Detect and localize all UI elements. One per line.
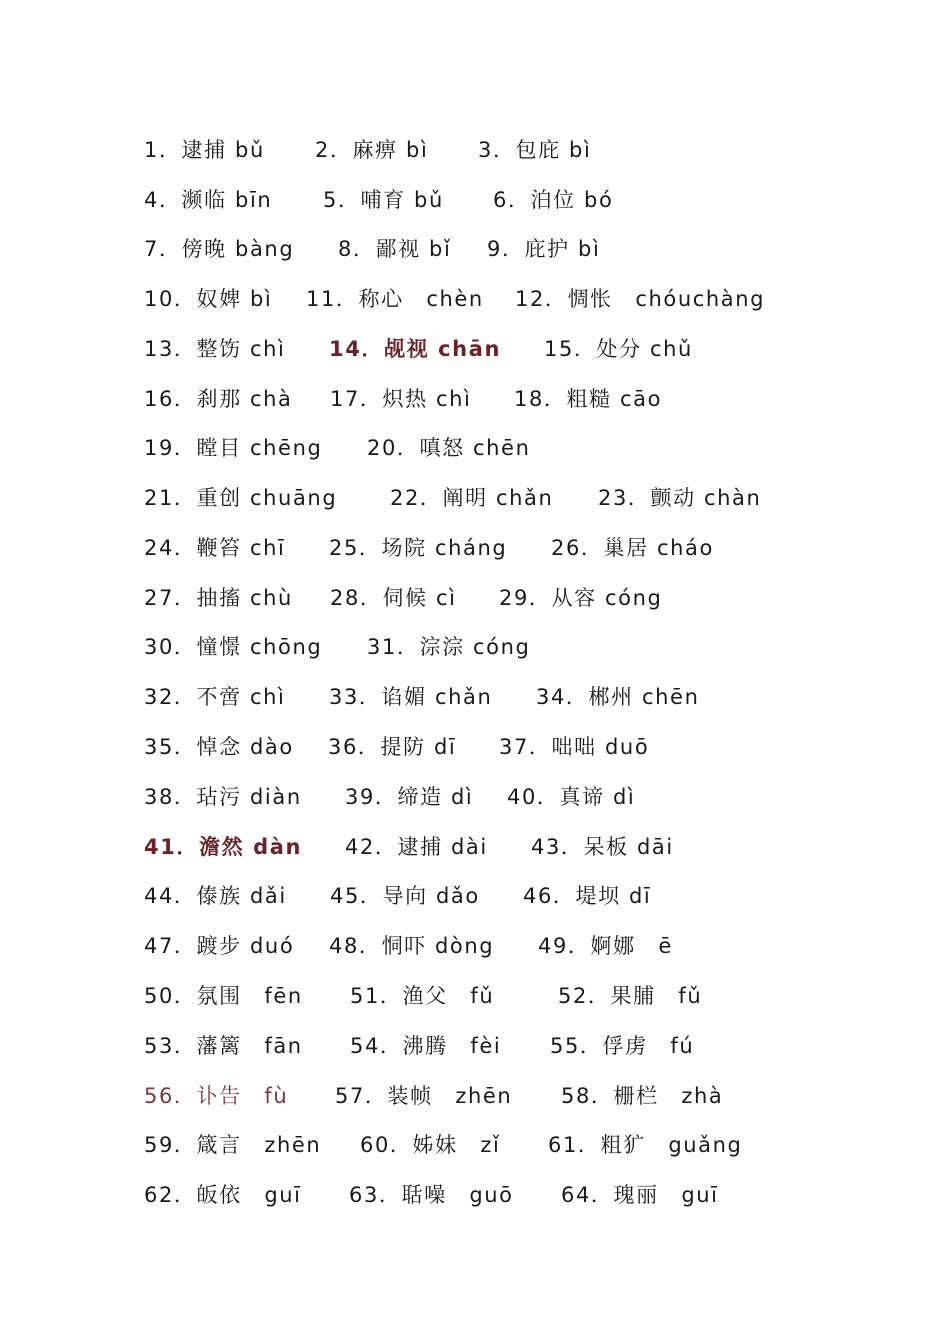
vocab-item: 20．嗔怒 chēn [367, 436, 531, 460]
vocab-item: 17．炽热 chì [330, 387, 472, 411]
vocab-item: 7．傍晚 bàng [144, 237, 295, 261]
vocab-item: 23．颤动 chàn [598, 486, 762, 510]
vocab-item: 61．粗犷 guǎng [548, 1133, 743, 1157]
vocab-item: 24．鞭笞 chī [144, 536, 286, 560]
text-line-6 [0, 382, 950, 416]
vocab-item: 11．称心 chèn [306, 287, 484, 311]
text-line-13 [0, 730, 950, 764]
vocab-item: 55．俘虏 fú [550, 1034, 695, 1058]
vocab-item: 18．粗糙 cāo [514, 387, 663, 411]
text-line-8 [0, 481, 950, 515]
vocab-item: 40．真谛 dì [507, 785, 636, 809]
vocab-item: 22．阐明 chǎn [390, 486, 554, 510]
vocab-item: 2．麻痹 bì [315, 138, 429, 162]
text-line-11 [0, 630, 950, 664]
vocab-item: 58．栅栏 zhà [561, 1084, 724, 1108]
vocab-item: 49．婀娜 ē [538, 934, 673, 958]
text-line-18 [0, 979, 950, 1013]
vocab-item: 21．重创 chuāng [144, 486, 338, 510]
vocab-item: 43．呆板 dāi [531, 835, 674, 859]
vocab-item: 3．包庇 bì [478, 138, 592, 162]
text-line-14 [0, 780, 950, 814]
text-line-1 [0, 133, 950, 167]
vocab-item: 57．装帧 zhēn [335, 1084, 513, 1108]
vocab-item: 16．刹那 chà [144, 387, 293, 411]
vocab-item: 26．巢居 cháo [551, 536, 714, 560]
vocab-item: 4．濒临 bīn [144, 188, 273, 212]
vocab-item: 50．氛围 fēn [144, 984, 303, 1008]
vocab-item: 51．渔父 fǔ [350, 984, 495, 1008]
text-line-20 [0, 1079, 950, 1113]
text-line-2 [0, 183, 950, 217]
vocab-item: 6．泊位 bó [493, 188, 614, 212]
vocab-item: 37．咄咄 duō [499, 735, 650, 759]
text-line-12 [0, 680, 950, 714]
vocab-item: 10．奴婢 bì [144, 287, 273, 311]
vocab-item: 30．憧憬 chōng [144, 635, 323, 659]
text-line-21 [0, 1128, 950, 1162]
vocab-item: 31．淙淙 cóng [367, 635, 531, 659]
text-line-16 [0, 879, 950, 913]
vocab-item: 42．逮捕 dài [345, 835, 488, 859]
text-line-19 [0, 1029, 950, 1063]
vocab-item: 47．踱步 duó [144, 934, 295, 958]
vocab-item: 12．惆怅 chóuchàng [515, 287, 766, 311]
vocab-item: 25．场院 cháng [329, 536, 508, 560]
text-line-5 [0, 332, 950, 366]
vocab-item: 54．沸腾 fèi [350, 1034, 502, 1058]
vocab-item: 62．皈依 guī [144, 1183, 302, 1207]
vocab-item: 5．哺育 bǔ [323, 188, 444, 212]
vocab-item: 29．从容 cóng [499, 586, 663, 610]
vocab-item: 46．堤坝 dī [523, 884, 652, 908]
vocab-item: 15．处分 chǔ [544, 337, 693, 361]
vocab-item: 60．姊妹 zǐ [360, 1133, 501, 1157]
text-line-4 [0, 282, 950, 316]
vocab-item: 35．悼念 dào [144, 735, 294, 759]
text-line-22 [0, 1178, 950, 1212]
vocab-item: 27．抽搐 chù [144, 586, 293, 610]
vocab-item: 13．整饬 chì [144, 337, 286, 361]
vocab-item: 34．郴州 chēn [536, 685, 700, 709]
vocab-item: 8．鄙视 bǐ [338, 237, 452, 261]
text-line-10 [0, 581, 950, 615]
vocab-item: 45．导向 dǎo [330, 884, 480, 908]
vocab-item: 64．瑰丽 guī [561, 1183, 719, 1207]
vocab-item-highlighted: 56．讣告 fù [144, 1084, 289, 1108]
vocab-item-highlighted: 14．觇视 chān [329, 337, 502, 361]
vocab-item: 39．缔造 dì [345, 785, 474, 809]
vocab-item: 38．玷污 diàn [144, 785, 302, 809]
vocab-item: 19．瞠目 chēng [144, 436, 323, 460]
text-line-15 [0, 830, 950, 864]
vocab-item: 59．箴言 zhēn [144, 1133, 322, 1157]
text-line-17 [0, 929, 950, 963]
vocab-item: 52．果脯 fǔ [558, 984, 703, 1008]
vocab-item: 53．藩篱 fān [144, 1034, 303, 1058]
vocab-item-highlighted: 41．澹然 dàn [144, 835, 303, 859]
vocab-item: 63．聒噪 guō [349, 1183, 514, 1207]
vocab-item: 28．伺候 cì [330, 586, 457, 610]
vocab-item: 33．谄媚 chǎn [329, 685, 493, 709]
vocab-item: 36．提防 dī [328, 735, 457, 759]
vocab-item: 32．不啻 chì [144, 685, 286, 709]
text-line-9 [0, 531, 950, 565]
text-line-7 [0, 431, 950, 465]
vocab-item: 9．庇护 bì [487, 237, 601, 261]
vocab-item: 44．傣族 dǎi [144, 884, 287, 908]
text-line-3 [0, 232, 950, 266]
vocab-item: 1．逮捕 bǔ [144, 138, 265, 162]
vocab-item: 48．恫吓 dòng [329, 934, 495, 958]
